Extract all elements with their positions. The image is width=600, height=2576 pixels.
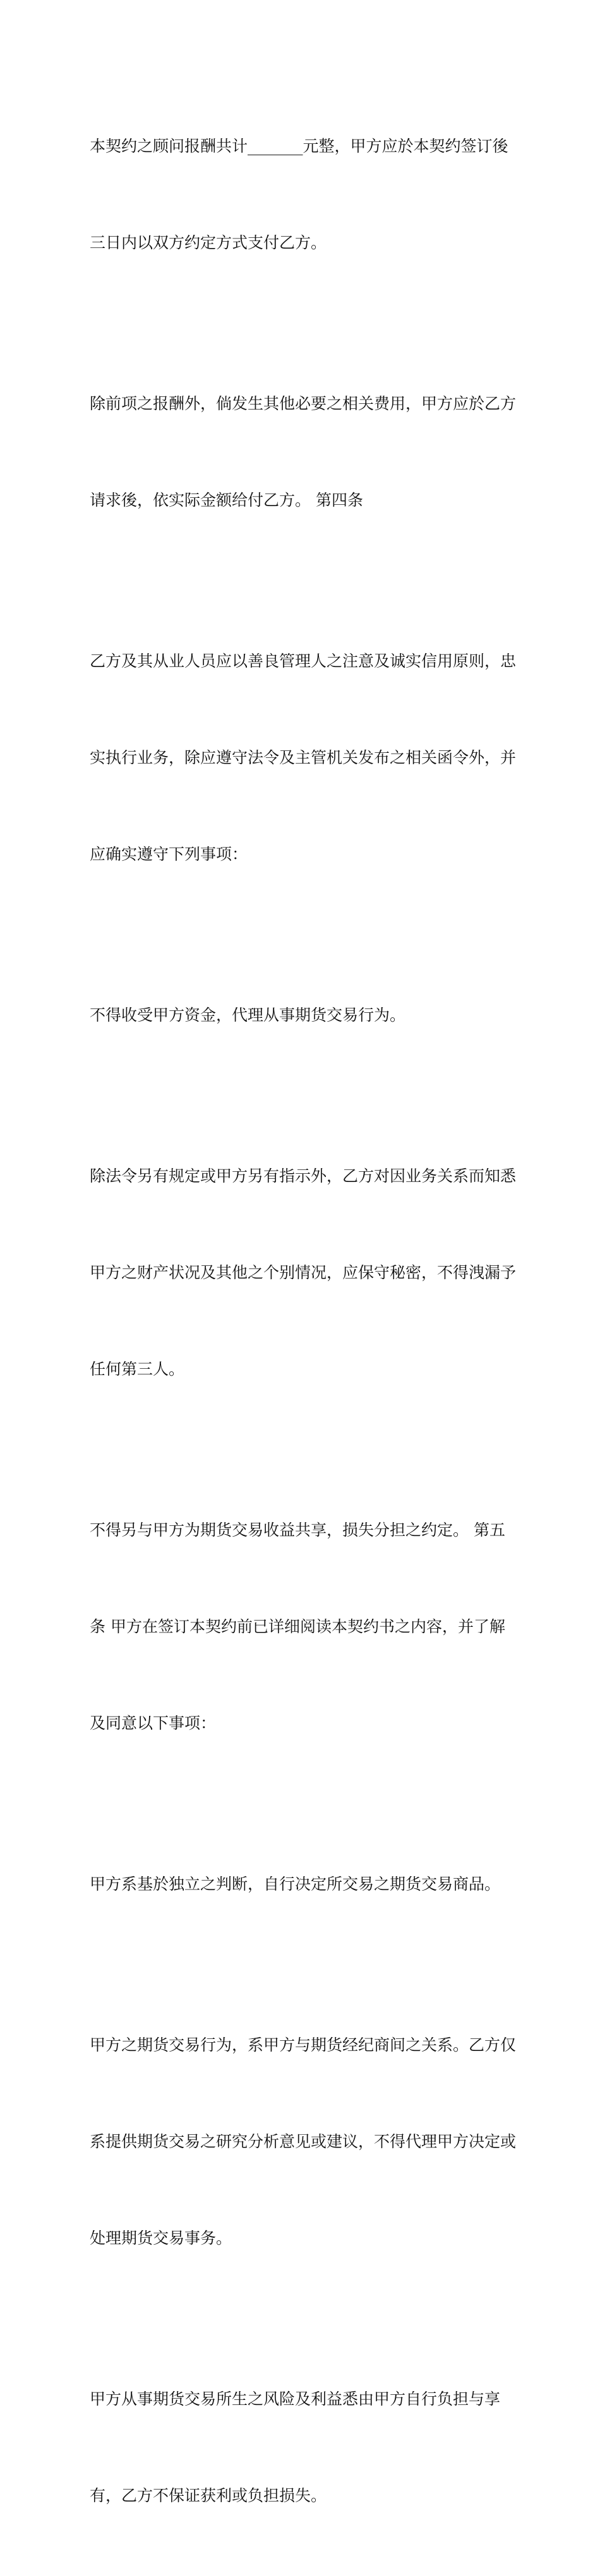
paragraph-confidentiality bbox=[90, 1096, 519, 1450]
document-body bbox=[90, 66, 519, 2576]
text-line: 甲方系基於独立之判断，自行决定所交易之期货交易商品。 bbox=[90, 1875, 501, 1893]
text-line: 不得另与甲方为期货交易收益共享，损失分担之约定。 第五 bbox=[90, 1521, 505, 1539]
text-line: 处理期货交易事务。 bbox=[90, 2229, 232, 2247]
text-line: 有，乙方不保证获利或负担损失。 bbox=[90, 2486, 327, 2505]
paragraph-independent-judgment bbox=[90, 1804, 519, 1964]
text-line: 系提供期货交易之研究分析意见或建议，不得代理甲方决定或 bbox=[90, 2132, 517, 2151]
text-line: 任何第三人。 bbox=[90, 1360, 185, 1378]
paragraph-broker-relationship bbox=[90, 1964, 519, 2319]
paragraph-expenses bbox=[90, 323, 519, 581]
text-line: 甲方从事期货交易所生之风险及利益悉由甲方自行负担与享 bbox=[90, 2390, 501, 2408]
text-line: 除前项之报酬外，倘发生其他必要之相关费用，甲方应於乙方 bbox=[90, 394, 517, 413]
text-line: 不得收受甲方资金，代理从事期货交易行为。 bbox=[90, 1006, 406, 1024]
text-line: 甲方之财产状况及其他之个别情况，应保守秘密，不得洩漏予 bbox=[90, 1263, 517, 1282]
text-line: 除法令另有规定或甲方另有指示外，乙方对因业务关系而知悉 bbox=[90, 1167, 517, 1185]
text-line: 甲方之期货交易行为，系甲方与期货经纪商间之关系。乙方仅 bbox=[90, 2036, 517, 2054]
paragraph-no-funds bbox=[90, 935, 519, 1096]
paragraph-risk bbox=[90, 2319, 519, 2576]
text-line: 乙方及其从业人员应以善良管理人之注意及诚实信用原则，忠 bbox=[90, 652, 517, 670]
text-line: 请求後，依实际金额给付乙方。 第四条 bbox=[90, 491, 363, 509]
text-line: 本契约之顾问报酬共计_______元整，甲方应於本契约签订後 bbox=[90, 137, 508, 155]
text-line: 应确实遵守下列事项： bbox=[90, 845, 248, 863]
text-line: 三日内以双方约定方式支付乙方。 bbox=[90, 233, 327, 252]
paragraph-remuneration bbox=[90, 66, 519, 323]
paragraph-article-four bbox=[90, 581, 519, 935]
text-line: 及同意以下事项： bbox=[90, 1714, 217, 1732]
text-line: 条 甲方在签订本契约前已详细阅读本契约书之内容，并了解 bbox=[90, 1617, 505, 1636]
paragraph-article-five bbox=[90, 1450, 519, 1804]
text-line: 实执行业务，除应遵守法令及主管机关发布之相关函令外，并 bbox=[90, 748, 517, 767]
